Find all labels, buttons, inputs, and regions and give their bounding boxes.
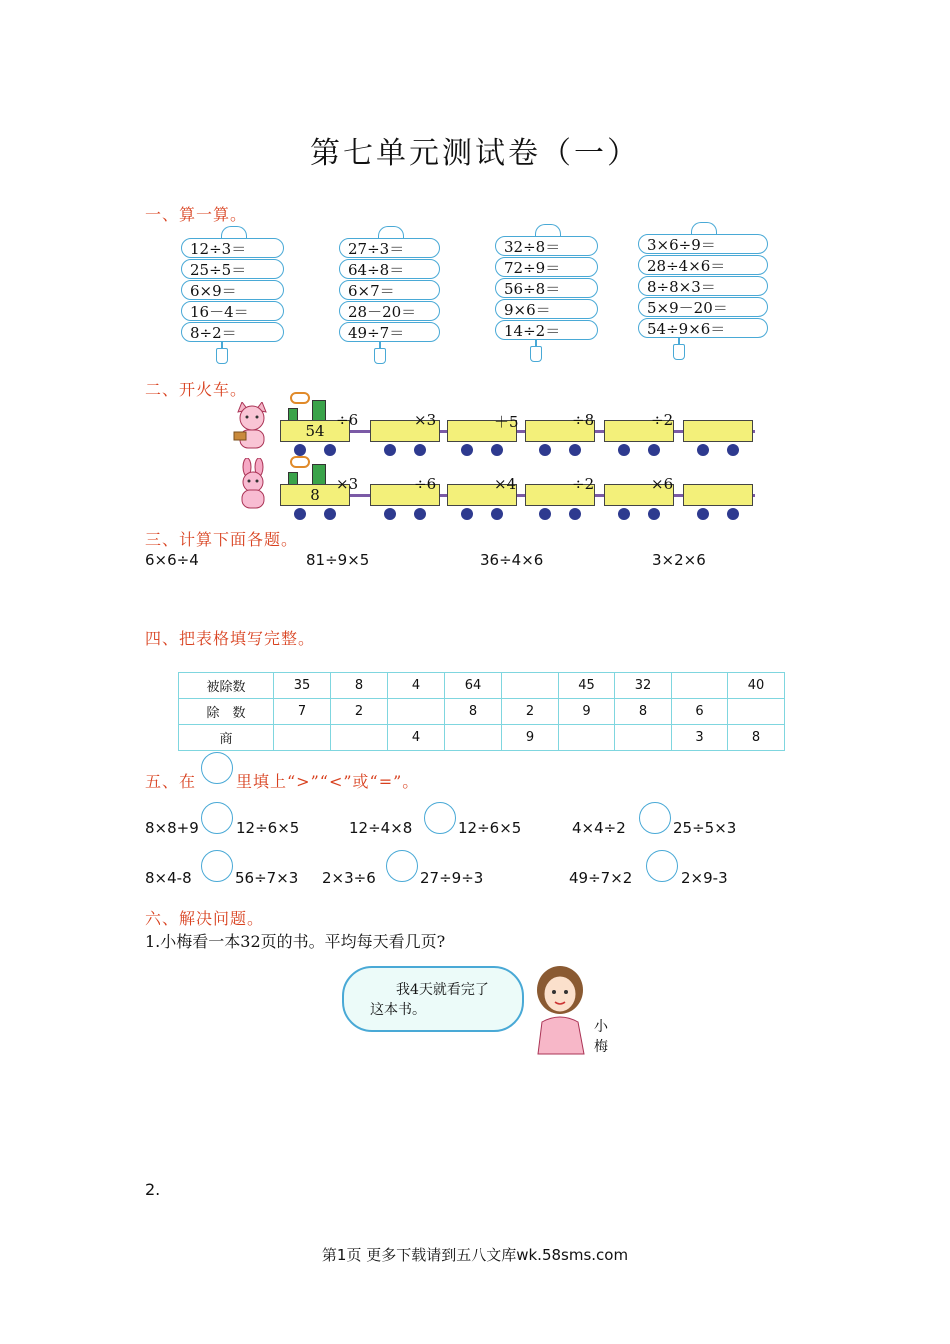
table-cell[interactable]	[274, 725, 331, 751]
weight-icon	[216, 348, 228, 364]
calc-item: 14÷2＝	[495, 320, 598, 340]
train-operation: ×4	[494, 475, 517, 493]
weight-icon	[374, 348, 386, 364]
wheel-icon	[618, 444, 630, 456]
train-car[interactable]	[683, 420, 753, 442]
smoke-icon	[290, 392, 310, 404]
row-header: 除 数	[179, 699, 274, 725]
calc-item: 6×9＝	[181, 280, 284, 300]
wheel-icon	[324, 508, 336, 520]
compare-circle[interactable]	[424, 802, 456, 834]
calc-item: 16－4＝	[181, 301, 284, 321]
calc-item: 28－20＝	[339, 301, 440, 321]
wheel-icon	[414, 508, 426, 520]
calc-item: 5×9－20＝	[638, 297, 768, 317]
table-cell: 2	[331, 699, 388, 725]
compare-right: 25÷5×3	[673, 819, 737, 837]
table-cell: 8	[331, 673, 388, 699]
row-header: 商	[179, 725, 274, 751]
wheel-icon	[618, 508, 630, 520]
calc-item: 64÷8＝	[339, 259, 440, 279]
table-cell[interactable]	[728, 699, 785, 725]
compare-circle[interactable]	[386, 850, 418, 882]
train-operation: ＋5	[494, 413, 519, 431]
wheel-icon	[569, 508, 581, 520]
wheel-icon	[461, 444, 473, 456]
table-cell[interactable]	[672, 673, 728, 699]
compare-circle[interactable]	[201, 850, 233, 882]
wheel-icon	[697, 444, 709, 456]
train-operation: ÷2	[572, 475, 595, 493]
train-operation: ×3	[414, 411, 437, 429]
wheel-icon	[324, 444, 336, 456]
section-5-heading-b: 里填上“>”“<”或“=”。	[236, 772, 420, 791]
wheel-icon	[648, 508, 660, 520]
section-5-heading-a: 五、在	[145, 772, 197, 791]
table-cell[interactable]	[445, 725, 502, 751]
table-cell[interactable]	[388, 699, 445, 725]
section-3-heading: 三、计算下面各题。	[145, 530, 299, 549]
question-2: 2.	[145, 1180, 161, 1199]
table-cell: 4	[388, 725, 445, 751]
wheel-icon	[294, 508, 306, 520]
table-cell: 64	[445, 673, 502, 699]
table-cell: 9	[559, 699, 615, 725]
train-operation: ÷6	[336, 411, 359, 429]
expr-1: 6×6÷4	[145, 551, 199, 569]
wheel-icon	[294, 444, 306, 456]
table-cell: 8	[728, 725, 785, 751]
table-cell[interactable]	[615, 725, 672, 751]
compare-circle[interactable]	[201, 802, 233, 834]
calc-item: 3×6÷9＝	[638, 234, 768, 254]
calc-item: 8÷8×3＝	[638, 276, 768, 296]
section-2-heading: 二、开火车。	[145, 380, 248, 399]
bubble-line-1: 我4天就看完了	[396, 982, 489, 998]
calc-item: 56÷8＝	[495, 278, 598, 298]
expr-3: 36÷4×6	[480, 551, 544, 569]
compare-right: 27÷9÷3	[420, 869, 484, 887]
section-4-heading: 四、把表格填写完整。	[145, 629, 316, 648]
cab	[312, 464, 326, 486]
wheel-icon	[539, 508, 551, 520]
wheel-icon	[461, 508, 473, 520]
expr-2: 81÷9×5	[306, 551, 370, 569]
calc-item: 25÷5＝	[181, 259, 284, 279]
table-cell: 6	[672, 699, 728, 725]
smoke-icon	[290, 456, 310, 468]
calc-item: 32÷8＝	[495, 236, 598, 256]
table-cell[interactable]	[331, 725, 388, 751]
table-cell: 9	[502, 725, 559, 751]
cat-icon	[232, 402, 272, 452]
table-cell: 2	[502, 699, 559, 725]
train-operation: ×3	[336, 475, 359, 493]
wheel-icon	[384, 508, 396, 520]
girl-name-1: 小	[594, 1019, 608, 1035]
wheel-icon	[569, 444, 581, 456]
wheel-icon	[727, 508, 739, 520]
section-1-heading: 一、算一算。	[145, 205, 248, 224]
table-cell[interactable]	[559, 725, 615, 751]
table-cell: 8	[445, 699, 502, 725]
table-cell: 7	[274, 699, 331, 725]
wheel-icon	[491, 508, 503, 520]
wheel-icon	[384, 444, 396, 456]
footer: 第1页 更多下载请到五八文库wk.58sms.com	[321, 1246, 629, 1264]
compare-left: 8×8+9	[145, 819, 199, 837]
page-title: 第七单元测试卷（一）	[310, 136, 640, 171]
wheel-icon	[491, 444, 503, 456]
locomotive: 8	[280, 484, 350, 506]
table-row	[179, 699, 785, 725]
girl-name-2: 梅	[594, 1039, 608, 1055]
expr-4: 3×2×6	[652, 551, 706, 569]
table-cell: 4	[388, 673, 445, 699]
division-table	[178, 672, 785, 751]
calc-item: 8÷2＝	[181, 322, 284, 342]
compare-right: 2×9-3	[681, 869, 728, 887]
table-cell: 32	[615, 673, 672, 699]
weight-icon	[530, 346, 542, 362]
cab	[312, 400, 326, 422]
calc-item: 12÷3＝	[181, 238, 284, 258]
section-6-heading: 六、解决问题。	[145, 909, 265, 928]
table-cell: 40	[728, 673, 785, 699]
compare-circle[interactable]	[639, 802, 671, 834]
calc-item: 72÷9＝	[495, 257, 598, 277]
row-header: 被除数	[179, 673, 274, 699]
calc-item: 27÷3＝	[339, 238, 440, 258]
table-row	[179, 673, 785, 699]
wheel-icon	[648, 444, 660, 456]
compare-left: 2×3÷6	[322, 869, 376, 887]
weight-icon	[673, 344, 685, 360]
wheel-icon	[727, 444, 739, 456]
compare-left: 49÷7×2	[569, 869, 633, 887]
compare-right: 56÷7×3	[235, 869, 299, 887]
wheel-icon	[414, 444, 426, 456]
rabbit-icon	[236, 458, 270, 510]
locomotive: 54	[280, 420, 350, 442]
table-cell: 8	[615, 699, 672, 725]
compare-left: 12÷4×8	[349, 819, 413, 837]
question-1: 1.小梅看一本32页的书。平均每天看几页?	[145, 932, 446, 951]
calc-item: 49÷7＝	[339, 322, 440, 342]
wheel-icon	[539, 444, 551, 456]
table-cell: 3	[672, 725, 728, 751]
table-row	[179, 725, 785, 751]
train-operation: ÷2	[651, 411, 674, 429]
calc-item: 28÷4×6＝	[638, 255, 768, 275]
compare-left: 8×4-8	[145, 869, 192, 887]
table-cell: 35	[274, 673, 331, 699]
table-cell: 45	[559, 673, 615, 699]
calc-item: 6×7＝	[339, 280, 440, 300]
compare-right: 12÷6×5	[236, 819, 300, 837]
compare-circle[interactable]	[646, 850, 678, 882]
wheel-icon	[697, 508, 709, 520]
train-car[interactable]	[683, 484, 753, 506]
table-cell[interactable]	[502, 673, 559, 699]
train-operation: ÷6	[414, 475, 437, 493]
girl-icon	[530, 964, 592, 1056]
compare-left: 4×4÷2	[572, 819, 626, 837]
train-operation: ÷8	[572, 411, 595, 429]
calc-item: 54÷9×6＝	[638, 318, 768, 338]
bubble-line-2: 这本书。	[370, 1002, 426, 1018]
answer-circle-example	[201, 752, 233, 784]
compare-right: 12÷6×5	[458, 819, 522, 837]
train-operation: ×6	[651, 475, 674, 493]
calc-item: 9×6＝	[495, 299, 598, 319]
